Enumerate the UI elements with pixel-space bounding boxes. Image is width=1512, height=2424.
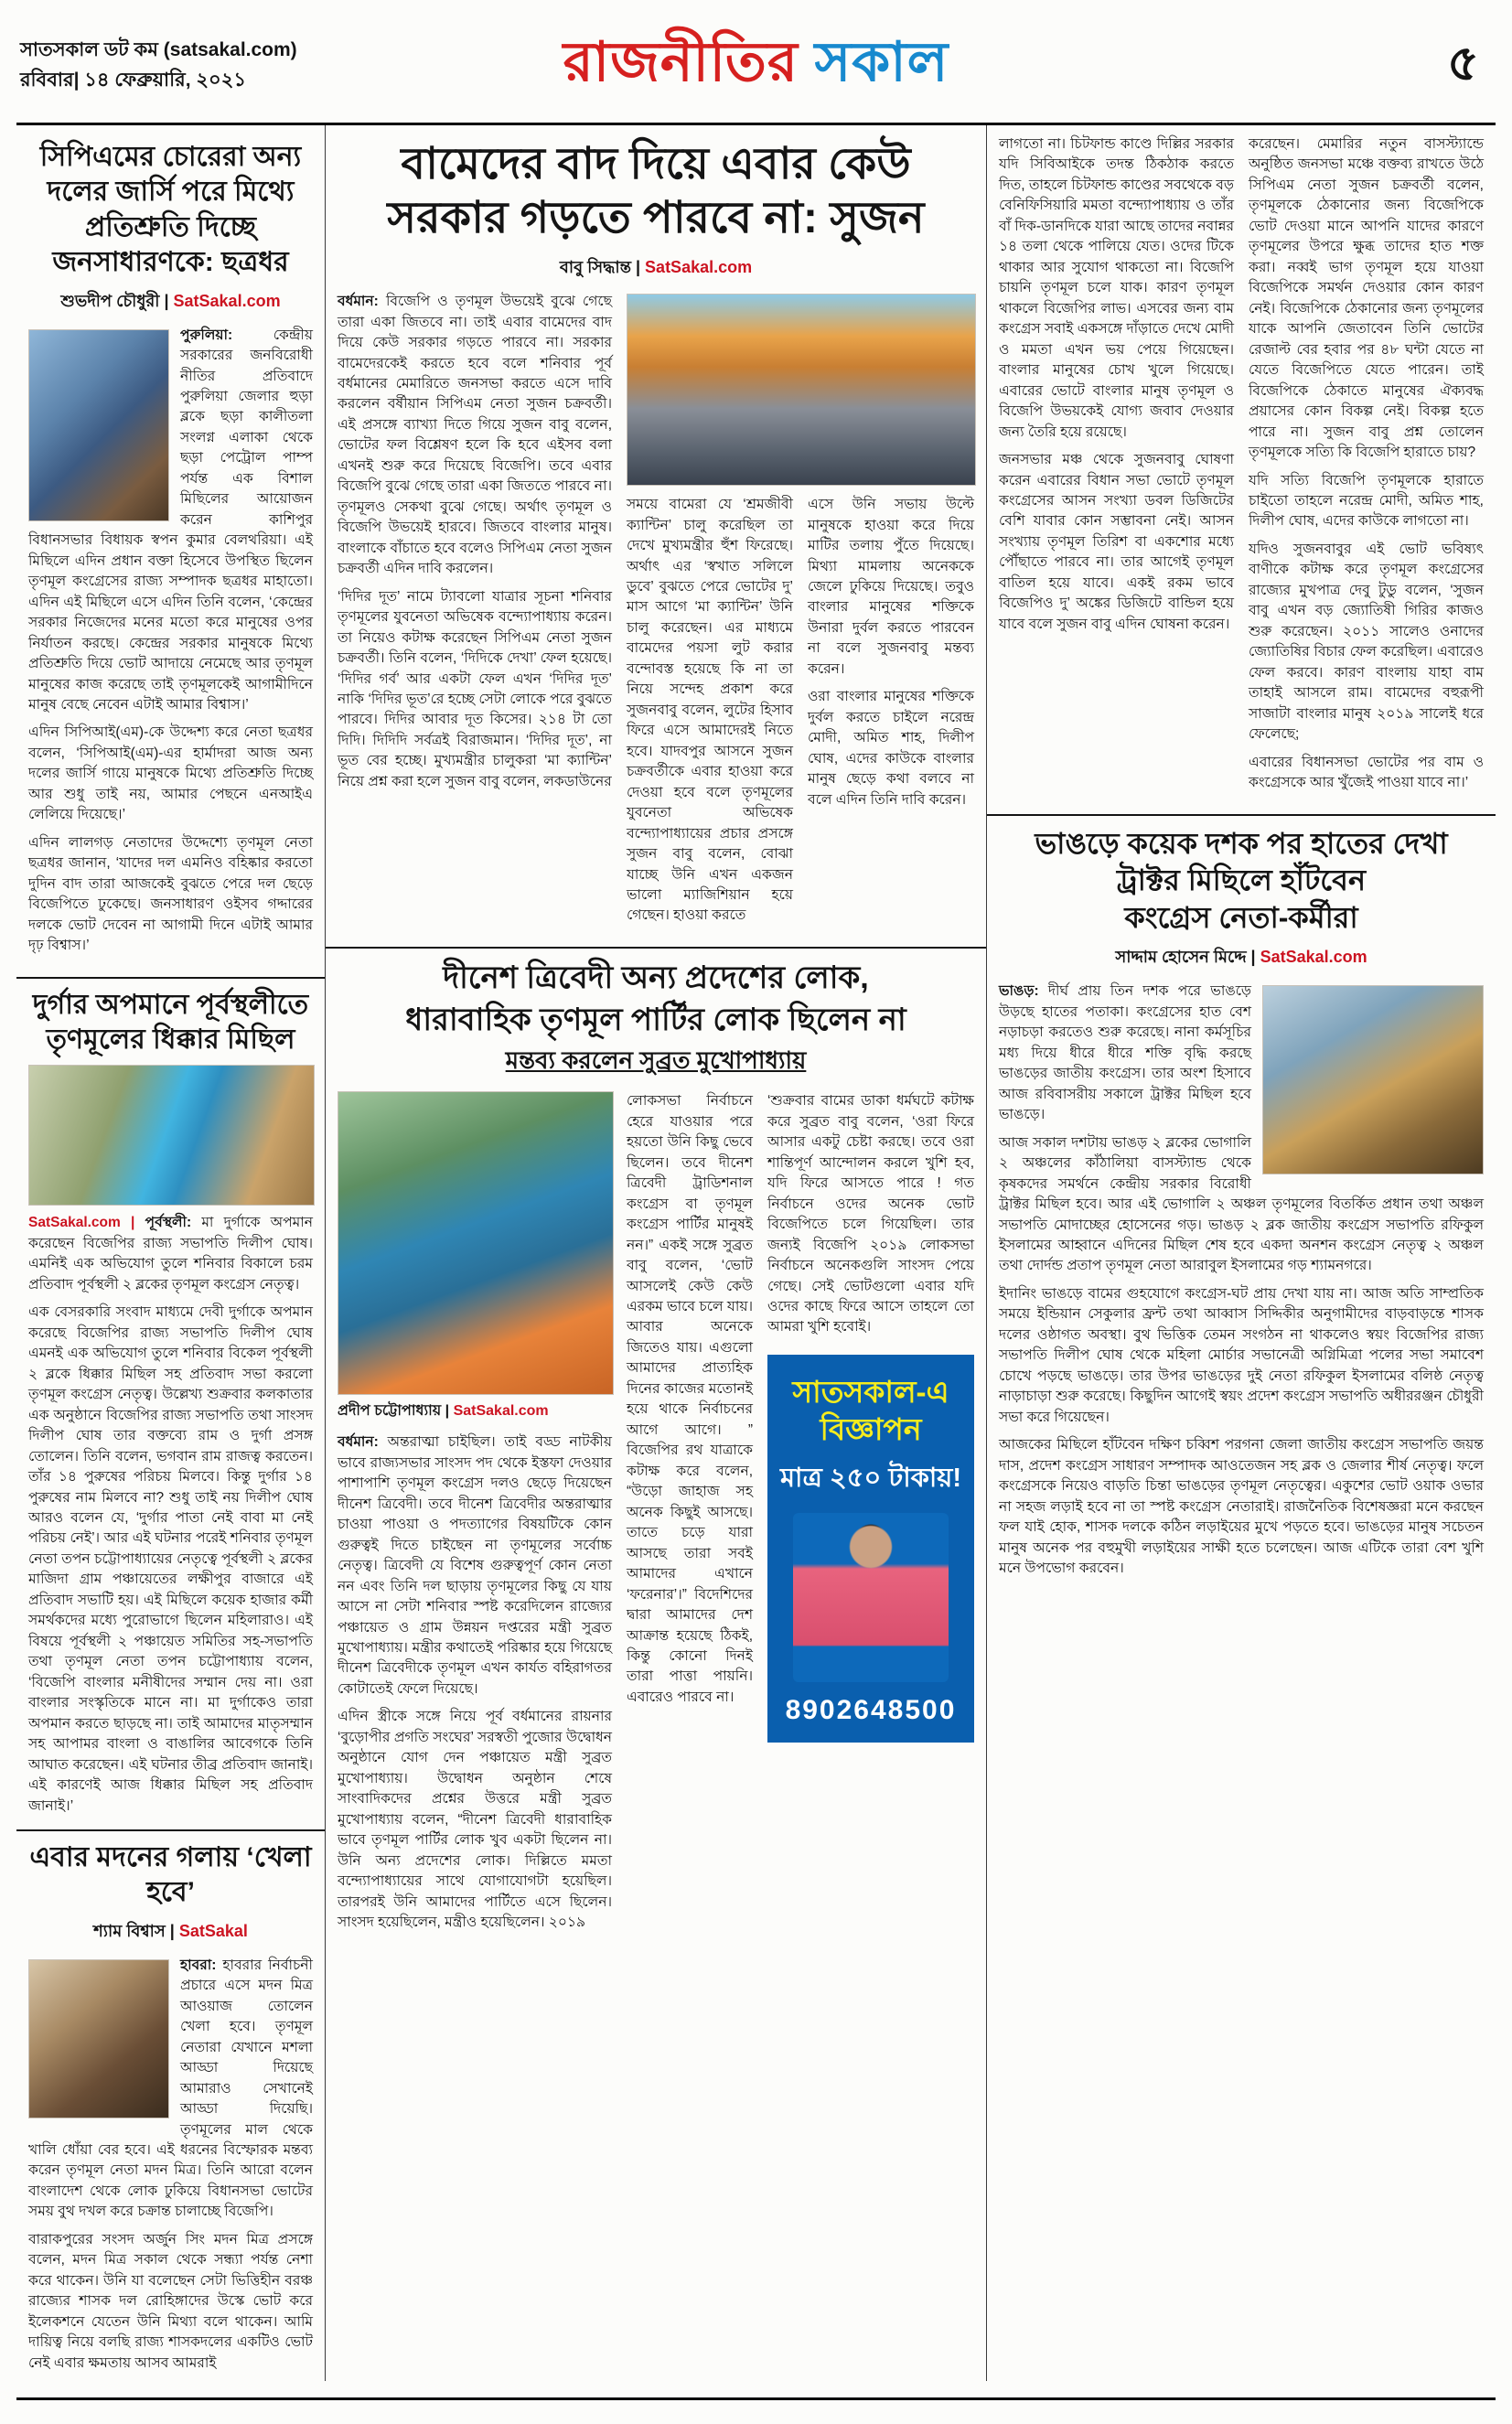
article-cpm-byline: শুভদীপ চৌধুরী | SatSakal.com — [60, 291, 281, 310]
byline-name: শ্যাম বিশ্বাস — [93, 1921, 166, 1940]
paragraph: জনসভার মঞ্চ থেকে সুজনবাবু ঘোষণা করেন এবারের বিধান সভা ভোটে তৃণমূল কংগ্রেসের আসন সংখ্যা ডবল ডিজিটের বেশি যাবার কোন সম্ভাবনা নেই। আসন সংখ্যায় তৃণমূল তিরিশ বা একশোর মধ্যে পৌঁছাতে পারবে না। তার আগেই তৃণমূল বাতিল হয়ে যাবে। একই রকম ভাবে বিজেপিও দু’ অঙ্কের ডিজিটে বান্ডিল হয়ে যাবে বলে সুজন বাবু এদিন ঘোষনা করেন। — [999, 452, 1234, 632]
paper-title-red: রাজনীতির — [563, 31, 799, 92]
article-dinesh-colC-body — [767, 1091, 974, 1346]
article-dinesh-colC — [767, 1091, 974, 1940]
paragraph: ইদানিং ভাঙড়ে বামের গুহযোগে কংগ্রেস-ঘট প্রায় দেখা যায় না। আজ অতি সাম্প্রতিক সময়ে ইন্ডিয়ান সেকুলার ফ্রন্ট তথা আব্বাস সিদ্দিকীর অনুগামীদের বাড়বাড়ন্তে শাসক দলের ওষ্ঠাগত অবস্থা। বুথ ভিত্তিক তেমন সংগঠন না থাকলেও স্বয়ং বিজেপির রাজ্য সভাপতি দিলীপ ঘোষ থেকে মহিলা মোর্চার সভানেত্রী অগ্নিমিত্রা পলের সভা সমাবেশ চোখে পড়ছে ভাঙড়ে। তার উপর ভাঙড়ের দুই নেতা রফিকুল ইসলামের বলিষ্ঠ নেতৃত্ব নাড়াচাড়া শুরু করেছে। কিছুদিন আগেই স্বয়ং প্রদেশ কংগ্রেস সভাপতি অধীররঞ্জন চৌধুরী সভা করে গিয়েছেন। — [999, 1285, 1484, 1425]
lead-text: হাবরার নির্বাচনী প্রচারে এসে মদন মিত্র আওয়াজ তোলেন খেলা হবে। তৃণমূল নেতারা যেখানে মশলা আড্ডা দিয়েছে আমারাও সেখানেই আড্ডা দিয়েছি। তৃণমূলের মাল থেকে খালি ধোঁয়া বের হবে। এই ধরনের বিস্ফোরক মন্তব্য করেন তৃণমূল নেতা মদন মিত্র। তিনি আরো বলেন বাংলাদেশ থেকে লোক ঢুকিয়ে বিধানসভা ভোটের সময় বুথ দখল করে চক্রান্ত চালাচ্ছে বিজেপি। — [28, 1957, 313, 2220]
byline-name: বাবু সিদ্ধান্ত — [559, 258, 631, 277]
byline-source: SatSakal.com — [173, 291, 281, 310]
article-durga-headline: দুর্গার অপমানে পূর্বস্থলীতে তৃণমূলের ধিক্কার মিছিল — [32, 989, 309, 1056]
paragraph: ‘শুক্রবার বামের ডাকা ধর্মঘটে কটাক্ষ করে সুব্রত বাবু বলেন, ‘ওরা ফিরে আসার একটু চেষ্টা করছে। তবে ওরা শান্তিপূর্ণ আন্দোলন করলে খুশি হব, যদি ফিরে আসতে পারে ! গত নির্বাচনে ওদের অনেক ভোট বিজেপিতে চলে গিয়েছিল। তার জন্যই বিজেপি ২০১৯ লোকসভা নির্বাচনে অনেকগুলি সাংসদ পেয়ে গেছে। সেই ভোটগুলো এবার যদি ওদের কাছে ফিরে আসে তাহলে তো আমরা খুশি হবোই। — [767, 1093, 974, 1335]
paragraph: লাগতো না। চিটফান্ড কাণ্ডে দিল্লির সরকার যদি সিবিআইকে তদন্ত ঠিকঠাক করতে দিত, তাহলে চিটফান্ড কাণ্ডের সবথেকে বড় বেনিফিসিয়ারি মমতা বন্দ্যোপাধ্যায় ও তাঁর বাঁ দিক-ডানদিকে যারা আছে তাদের নবান্নর ১৪ তলা থেকে পালিয়ে যেত। ওদের টিকে থাকার আর সুযোগ থাকতো না। বিজেপি চায়নি তৃণমূল চলে যাক। কারণ তৃণমূল থাকলে বিজেপির লাভ। এসবের জন্য বাম কংগ্রেস সবাই একসঙ্গে দাঁড়াতে দেখে মোদী ও মমতা এখন ভয় পেয়ে গিয়েছেন। বাংলার মানুষের চোখ খুলে গিয়েছে। এবারের ভোটে বাংলার মানুষ তৃণমূল ও বিজেপি উভয়কেই যোগ্য জবাব দেওয়ার জন্য তৈরি হয়ে রয়েছে। — [999, 136, 1234, 440]
paragraph: বারাকপুরের সংসদ অর্জুন সিং মদন মিত্র প্রসঙ্গে বলেন, মদন মিত্র সকাল থেকে সন্ধ্যা পর্যন্ত নেশা করে থাকেন। উনি যা বলেছেন সেটা ভিত্তিহীন বরঞ্চ রাজ্যের শাসক দল রোহিঙ্গাদের উস্কে ভোট করে ইলেকশনে যেতেন উনি মিথ্যা বলে থাকেন। আমি দায়িত্ব নিয়ে বলছি রাজ্য শাসকদলের একটিও ভোট নেই এবার ক্ষমতায় আসব আমরাই — [28, 2231, 313, 2371]
article-bhangar-byline: সাদ্দাম হোসেন মিদ্দে | SatSakal.com — [1115, 948, 1367, 967]
caption-name: প্রদীপ চট্টোপাধ্যায় — [338, 1403, 442, 1420]
paragraph: এদিন লালগড় নেতাদের উদ্দেশ্যে তৃণমূল নেতা ছত্রধর জানান, ‘যাদের দল এমনিও বহিষ্কার করতো দুদিন বাদ তারা আজকেই বুঝতে পেরে দল ছেড়ে বিজেপিতে ঢুকেছে। জনসাধারণ ওইসব গদ্দারের দলকে ভোট দেবেন না আগামী দিনে এটাই আমার দৃঢ় বিশ্বাস।’ — [28, 834, 313, 954]
section-rule — [987, 814, 1496, 816]
paragraph: ওরা বাংলার মানুষের শক্তিকে দুর্বল করতে চাইলে নরেন্দ্র মোদী, অমিত শাহ, দিলীপ ঘোষ, এদের কাউকে বাংলার মানুষ ছেড়ে কথা বলবে না বলে এদিন তিনি দাবি করেন। — [808, 689, 974, 808]
article-durga — [28, 988, 313, 1817]
advertisement[interactable] — [767, 1355, 974, 1743]
dateline: বর্ধমান: — [338, 294, 379, 310]
byline-name: সাদ্দাম হোসেন মিদ্দে — [1115, 948, 1247, 967]
masthead-info — [20, 36, 563, 95]
section-rule — [326, 947, 986, 949]
paragraph: আজ সকাল দশটায় ভাঙড় ২ ব্লকের ভোগালি ২ অঞ্চলের কাঁঠালিয়া বাসস্ট্যান্ড থেকে কৃষকদের সমর্থনে কেন্দ্রীয় সরকার বিরোধী ট্রাক্টর মিছিল হবে। আর এই ভোগালি ২ অঞ্চল তৃণমূলের বিতর্কিত প্রধান তথা অঞ্চল সভাপতি মোদাচ্ছের হোসেনের গড়। ভাঙড় ২ ব্লক জাতীয় কংগ্রেস সভাপতি রফিকুল ইসলামের আহ্বানে এদিনের মিছিল শেষ হবে একদা অনশন কংগ্রেস নেতৃত্ব ২ অঞ্চল তথা দোর্দন্ড প্রতাপ তৃণমূল নেতা আরাবুল ইসলামের গড় শ্যামনগরে। — [999, 1134, 1484, 1274]
article-madan-byline: শ্যাম বিশ্বাস | SatSakal — [93, 1921, 248, 1940]
ad-line2: বিজ্ঞাপন — [820, 1412, 922, 1447]
source-label: SatSakal.com | — [28, 1215, 135, 1231]
paragraph: আজকের মিছিলে হাঁটবেন দক্ষিণ চব্বিশ পরগনা জেলা জাতীয় কংগ্রেস সভাপতি জয়ন্ত দাস, প্রদেশ কংগ্রেস সাধারণ সম্পাদক আওতেজন সহ ব্লক ও জেলার শীর্ষ নেতৃত্ব। ফলে কংগ্রেসকে নিয়েও বাড়তি চিন্তা ভাঙড়ের তৃণমূল নেতৃত্বের। একুশের ভোট ওয়াক ওভার না সহজ লড়াই হবে না তা স্পষ্ট কংগ্রেস নেতারাই। রাজনৈতিক বিশেষজ্ঞরা মনে করছেন ফল যাই হোক, শাসক দলকে কঠিন লড়াইয়ের মুখে পড়তে হবে। ভাঙড়ের মানুষ সচেতন মানুষ অনেক পর বহুমুখী লড়াইয়ের সাক্ষী হতে চলেছেন। আজ এটিকে তারা বেশ খুশি মনে উপভোগ করবেন। — [999, 1437, 1484, 1577]
article-bhangar — [999, 825, 1484, 1587]
dateline: পূর্বস্থলী: — [145, 1215, 192, 1231]
article-sujan-col1-body — [338, 587, 612, 793]
article-dinesh — [338, 958, 974, 1941]
article-bhangar-body — [999, 1133, 1484, 1580]
byline-source: SatSakal.com — [1260, 948, 1367, 967]
paragraph: এদিন সিপিআই(এম)-কে উদ্দেশ্য করে নেতা ছত্রধর বলেন, ‘সিপিআই(এম)-এর হার্মাদরা আজ অন্য দলের জার্সি গায়ে মানুষকে মিথ্যে প্রতিশ্রুতি দিচ্ছে আর শুধু তাই নয়, আমার পেছনে এনআইএ লেলিয়ে দিয়েছে।’ — [28, 724, 313, 823]
ad-line1: সাতসকাল-এ — [792, 1374, 949, 1409]
issue-date: রবিবার| ১৪ ফেব্রুয়ারি, ২০২১ — [20, 70, 246, 91]
madan-photo — [28, 1959, 169, 2118]
center-column — [325, 125, 987, 2381]
article-sujan-col2 — [627, 495, 793, 934]
article-cpm-body — [28, 723, 313, 956]
paragraph: যদি সত্যি বিজেপি তৃণমূলকে হারাতে চাইতো তাহলে নরেন্দ্র মোদী, অমিত শাহ, দিলীপ ঘোষ, এদের কাউকে লাগতো না। — [1249, 472, 1484, 530]
article-dinesh-colA-body — [338, 1707, 612, 1933]
article-sujan — [338, 138, 974, 934]
byline-source: SatSakal.com — [645, 258, 753, 277]
article-sujan-byline: বাবু সিদ্ধান্ত | SatSakal.com — [559, 258, 753, 277]
lead-text: মা দুর্গাকে অপমান করেছেন বিজেপির রাজ্য সভাপতি দিলীপ ঘোষ। এমনিই এক অভিযোগ তুলে শনিবার বিকালে চরম প্রতিবাদ পূর্বস্থলী ২ ব্লকের তৃণমূল কংগ্রেস নেতৃত্ব। — [28, 1215, 313, 1292]
right-column — [987, 125, 1496, 2381]
article-sujan-headline: বামেদের বাদ দিয়ে এবার কেউ সরকার গড়তে পারবে না: সুজন — [387, 140, 925, 242]
article-madan — [28, 1840, 313, 2381]
ad-woman-photo — [793, 1513, 949, 1682]
lead-text: বিজেপি ও তৃণমূল উভয়েই বুঝে গেছে তারা একা জিতবে না। তাই এবার বামেদের বাদ দিয়ে কেউ সরকার গড়তে পারবে না। সরকার বামেদেরকেই করতে হবে বলে শনিবার পূর্ব বর্ধমানের মেমারিতে জনসভা করতে এসে দাবি করলেন বর্ষীয়ান সিপিএম নেতা সুজন চক্রবর্তী। এই প্রসঙ্গে ব্যাখ্যা দিতে গিয়ে সুজন বাবু বলেন, ভোটের ফল বিশ্লেষণ হলে কি হবে এইসব বলা এখনই শুরু করে দিয়েছে বিজেপি। তবে এবার বিজেপি বুঝে গেছে তারা একা জিততে পারবে না। তৃণমূলও সেকথা বুঝে গেছে। অর্থাৎ তৃণমূল ও বিজেপি উভয়েই হারবে। জিতবে বাংলার মানুষ। বাংলাকে বাঁচাতে হবে বলেও সিপিএম নেতা সুজন চক্রবর্তী এদিন দাবি করলেন। — [338, 294, 612, 577]
tractor-rally-photo — [1262, 985, 1484, 1174]
article-bhangar-headline-l1: ভাঙড়ে কয়েক দশক পর হাতের দেখা — [1035, 826, 1448, 860]
photo-caption: প্রদীপ চট্টোপাধ্যায় | SatSakal.com — [338, 1403, 549, 1420]
article-bhangar-headline-l3: কংগ্রেস নেতা-কর্মীরা — [1124, 901, 1358, 935]
lead-text: অন্তরাত্মা চাইছিল। তাই বড্ড নাটকীয় ভাবে রাজ্যসভার সাংসদ পদ থেকে ইস্তফা দেওয়ার পাশাপাশি তৃণমূল কংগ্রেস দলও ছেড়ে দিয়েছেন দীনেশ ত্রিবেদী। তবে দীনেশ ত্রিবেদীর অন্তরাত্মার চাওয়া পাওয়া ও পদত্যাগের বিষয়টিকে কোন গুরুত্বই দিতে চাইছেন না তৃণমূলের সর্বোচ্চ নেতৃত্ব। ত্রিবেদী যে বিশেষ গুরুত্বপূর্ণ কোন নেতা নন এবং তিনি দল ছাড়ায় তৃণমূলের কিছু যে যায় আসে না সেটা শনিবার স্পষ্ট করেদিলেন রাজ্যের পঞ্চায়েত ও গ্রাম উন্নয়ন দপ্তরের মন্ত্রী সুব্রত মুখোপাধ্যায়। মন্ত্রীর কথাতেই পরিষ্কার হয়ে গিয়েছে দীনেশ ত্রিবেদীকে তৃণমূল এখন কার্যত বহিরাগতর কোটাতেই ফেলে দিয়েছে। — [338, 1434, 612, 1697]
article-dinesh-headline-l2: ধারাবাহিক তৃণমূল পার্টির লোক ছিলেন না — [405, 1003, 906, 1038]
section-rule — [16, 977, 325, 979]
article-sujan-col1 — [338, 292, 612, 934]
caption-source: SatSakal.com — [453, 1403, 549, 1420]
page-number: ৫ — [1446, 33, 1479, 91]
section-rule — [16, 1829, 325, 1831]
dateline: পুরুলিয়া: — [180, 327, 233, 343]
article-sujan-continuation — [999, 134, 1484, 801]
article-durga-body — [28, 1303, 313, 1817]
trivedi-event-photo — [338, 1091, 614, 1395]
article-dinesh-colA — [338, 1091, 612, 1940]
paragraph: এবারের বিধানসভা ভোটের পর বাম ও কংগ্রেসকে আর খুঁজেই পাওয়া যাবে না।’ — [1249, 754, 1484, 791]
lead-text: দীর্ঘ প্রায় তিন দশক পরে ভাঙড়ে উড়ছে হাতের পতাকা। কংগ্রেসের হাত বেশ নড়াচড়া করতেও শুরু করেছে। নানা কর্মসূচির মধ্য দিয়ে ধীরে ধীরে শক্তি বৃদ্ধি করছে ভাঙড়ের জাতীয় কংগ্রেস। তার অংশ হিসাবে আজ রবিবাসরীয় সকালে ট্রাক্টর মিছিল হবে ভাঙড়ে। — [999, 983, 1251, 1123]
lead-text: কেন্দ্রীয় সরকারের জনবিরোধী নীতির প্রতিবাদে পুরুলিয়া জেলার হুড়া ব্লকে ছড়া কালীতলা সংলগ্ন এলাকা থেকে ছড়া পেট্রোল পাম্প পর্যন্ত এক বিশাল মিছিলের আয়োজন করেন কাশিপুর বিধানসভার বিধায়ক স্বপন কুমার বেলথরিয়া। এই মিছিলে এদিন প্রধান বক্তা হিসেবে উপস্থিত ছিলেন তৃণমূল কংগ্রেসের রাজ্য সম্পাদক ছত্রধর মাহাতো। এদিন এই মিছিলে এসে এদিন তিনি বলেন, ‘কেন্দ্রের সরকার নিজেদের মনের মতো করে মানুষের ওপর নির্যাতন করছে। কেন্দ্রের সরকার মানুষকে মিথ্যে প্রতিশ্রুতি দিয়ে ভোট আদায়ে নেমেছে আর তৃণমূল মানুষের কাজ করেছে তাই তৃণমূলকেই আগামীদিনে মানুষ বেছে নেবেন এটাই আমার বিশ্বাস।’ — [28, 327, 313, 713]
left-column — [16, 125, 325, 2381]
dateline: ভাঙড়: — [999, 983, 1039, 1000]
paper-title-blue: সকাল — [814, 31, 949, 92]
paragraph: যদিও সুজনবাবুর এই ভোট ভবিষ্যৎ বাণীকে কটাক্ষ করে তৃণমূল কংগ্রেসের রাজ্যের মুখপাত্র দেবু টুডু বলেন, ‘সুজন বাবু এখন বড় জ্যোতিষী গিরির কাজও শুরু করেছেন। ২০১১ সালেও ওনাদের জ্যোতিষির বিচার ফেল করেছিল। এবারেও ফেল করবে। কারণ বাংলায় যাহা বাম তাহাই আসলে রাম। বামেদের বহুরূপী সাজাটা বাংলার মানুষ ২০১৯ সালেই ধরে ফেলেছে; — [1249, 541, 1484, 743]
paragraph — [338, 292, 612, 580]
chhatradhar-photo — [28, 329, 169, 521]
article-dinesh-headline-l1: দীনেশ ত্রিবেদী অন্য প্রদেশের লোক, — [443, 960, 869, 995]
article-dinesh-colB — [627, 1091, 753, 1940]
article-dinesh-headline-l3: মন্তব্য করলেন সুব্রত মুখোপাধ্যায় — [505, 1046, 807, 1075]
footer-rule — [16, 2397, 1496, 2400]
article-sujan-cont2 — [1249, 134, 1484, 801]
paragraph: সময়ে বামেরা যে ‘শ্রমজীবী ক্যান্টিন’ চালু করেছিল তা দেখে মুখ্যমন্ত্রীর হুঁশ ফিরেছে। অর্থাৎ এর ‘স্বখাত সলিলে ডুবে’ বুঝতে পেরে ভোটের দু’ মাস আগে ‘মা ক্যান্টিন’ উনি চালু করেছেন। এর মাধ্যমে বামেদের পয়সা লুট করার বন্দোবস্ত হয়েছে কি না তা নিয়ে সন্দেহ প্রকাশ করে সুজনবাবু বলেন, লুটের হিসাব ফিরে এসে আমাদেরই নিতে হবে। যাদবপুর আসনে সুজন চক্রবর্তীকে এবার হাওয়া করে দেওয়া হবে বলে তৃণমূলের যুবনেতা অভিষেক বন্দ্যোপাধ্যায়ের প্রচার প্রসঙ্গে সুজন বাবু বলেন, বোঝা যাচ্ছে উনি এখন একজন ভালো ম্যাজিশিয়ান হয়ে গেছেন। হাওয়া করতে — [627, 497, 793, 924]
page-columns — [16, 125, 1496, 2381]
durga-rally-photo — [28, 1065, 315, 1206]
sujan-rally-photo — [627, 294, 976, 486]
paragraph: ‘দিদির দূত’ নামে ট্যাবলো যাত্রার সূচনা শনিবার তৃণমূলের যুবনেতা অভিষেক বন্দ্যোপাধ্যায় করেন। তা নিয়েও কটাক্ষ করেছেন সিপিএম নেতা সুজন চক্রবর্তী। তিনি বলেন, ‘দিদিকে দেখা’ ফেল হয়েছে। ‘দিদির গর্ব’ আর একটা ফেল এখন ‘দিদির দূত’ নাকি ‘দিদির ভূত’রে হচ্ছে সেটা লোকে পরে বুঝতে পারবে। দিদির আবার দূত কিসের। ২১৪ টা তো দিদি। দিদিদি সর্বত্রই বিরাজমান। ‘দিদির দূত’, না ভূত বের হচ্ছে। মুখ্যমন্ত্রীর চালুকরা ‘মা ক্যান্টিন’ নিয়ে প্রশ্ন করা হলে সুজন বাবু বলেন, লকডাউনের — [338, 588, 612, 789]
article-bhangar-headline-l2: ট্রাক্টর মিছিলে হাঁটবেন — [1116, 863, 1367, 897]
article-sujan-col3 — [808, 495, 974, 934]
paragraph: এক বেসরকারি সংবাদ মাধ্যমে দেবী দুর্গাকে অপমান করেছে বিজেপির রাজ্য সভাপতি দিলীপ ঘোষ এমনই এক অভিযোগ তুলে শনিবার বিকেল পূর্বস্থলী ২ ব্লকে ধিক্কার মিছিল সহ প্রতিবাদ সভা করলো তৃণমূল কংগ্রেস নেতৃত্ব। উল্লেখ্য শুক্রবার কলকাতার এক অনুষ্ঠানে বিজেপির রাজ্য সভাপতি তথা সাংসদ দিলীপ ঘোষ তার বক্তব্যে রাম ও দুর্গা প্রসঙ্গ তোলেন। তিনি বলেন, ভগবান রাম রাজত্ব করতেন। তাঁর ১৪ পুরুষের পরিচয় মিলবে। কিন্তু দুর্গার ১৪ পুরুষের নাম মিলবে না? শুধু তাই নয় দিলীপ ঘোষ আরও বলেন যে, ‘দুর্গার পাতা নেই বাবা মা নেই পরিচয় নেই’। আর এই ঘটনার পরেই শনিবার তৃণমূল নেতা তপন চট্টোপাধ্যায়ের নেতৃত্বে পূর্বস্থলী ২ ব্লকের মাজিদা গ্রাম পঞ্চায়েতের লক্ষীপুর বাজারে এই প্রতিবাদ সভাটি হয়। এই মিছিলে কয়েক হাজার কর্মী সমর্থকদের মধ্যে পুরোভাগে ছিলেন মহিলারাও। এই বিষয়ে পূর্বস্থলী ২ পঞ্চায়েত সমিতির সহ-সভাপতি তথা তৃণমূল নেতা তপন চট্টোপাধ্যায় বলেন, ‘বিজেপি বাংলার মনীষীদের সম্মান দেয় না। ওরা বাংলার সংস্কৃতিকে মানে না। মা দুর্গাকেও তারা অপমান করতে ছাড়ছে না। তাই আমাদের মাতৃসম্মান সহ আপামর বাংলা ও বাঙালির আবেগকে তিনি আঘাত করেছেন। এই ঘটনার তীব্র প্রতিবাদ জানাই। এই কারণেই আজ ধিক্কার মিছিল সহ প্রতিবাদ জানাই।’ — [28, 1304, 313, 1814]
paper-title — [563, 20, 949, 112]
dateline: হাবরা: — [180, 1957, 217, 1973]
site-name: সাতসকাল ডট কম (satsakal.com) — [20, 39, 297, 61]
ad-price: মাত্র ২৫০ টাকায়! — [779, 1464, 962, 1494]
byline-name: শুভদীপ চৌধুরী — [60, 291, 160, 310]
article-cpm — [28, 140, 313, 964]
paragraph: এসে উনি সভায় উল্টে মানুষকে হাওয়া করে দিয়ে মাটির তলায় পুঁতে দিয়েছে। মিথ্যা মামলায় অনেককে জেলে ঢুকিয়ে দিয়েছে। তবুও বাংলার মানুষের শক্তিকে উনারা দুর্বল করতে পারবেন না বলে সুজনবাবু মন্তব্য করেন। — [808, 497, 974, 677]
masthead — [16, 5, 1496, 123]
paragraph — [338, 1432, 612, 1700]
article-cpm-headline: সিপিএমের চোরেরা অন্য দলের জার্সি পরে মিথ্যে প্রতিশ্রুতি দিচ্ছে জনসাধারণকে: ছত্রধর — [39, 142, 302, 278]
paragraph: এদিন স্ত্রীকে সঙ্গে নিয়ে পূর্ব বর্ধমানের রায়নার ‘বুড়োপীর প্রগতি সংঘের’ সরস্বতী পুজোর উদ্বোধন অনুষ্ঠানে যোগ দেন পঞ্চায়েত মন্ত্রী সুব্রত মুখোপাধ্যায়। উদ্বোধন অনুষ্ঠান শেষে সাংবাদিকদের প্রশ্নের উত্তরে মন্ত্রী সুব্রত মুখোপাধ্যায় বলেন, “দীনেশ ত্রিবেদী ধারাবাহিক ভাবে তৃণমূল পার্টির লোক খুব একটা ছিলেন না। উনি অন্য প্রদেশের লোক। দিল্লিতে মমতা বন্দ্যোপাধ্যায়ের সাথে যোগাযোগটা হয়েছিল। তারপরই উনি আমাদের পার্টিতে এসে ছিলেন। সাংসদ হয়েছিলেন, মন্ত্রীও হয়েছিলেন। ২০১৯ — [338, 1709, 612, 1931]
paragraph: লোকসভা নির্বাচনে হেরে যাওয়ার পরে হয়তো উনি কিছু ভেবে ছিলেন। তবে দীনেশ ত্রিবেদী ট্রাডিশনাল কংগ্রেস বা তৃণমূল কংগ্রেস পার্টির মানুষই নন।” একই সঙ্গে সুব্রত বাবু বলেন, ‘ভোট আসলেই কেউ কেউ এরকম ভাবে চলে যায়। আবার অনেকে জিতেও যায়। এগুলো আমাদের প্রাত্যহিক দিনের কাজের মতোনই হয়ে থাকে নির্বাচনের আগে আগে। ” বিজেপির রথ যাত্রাকে কটাক্ষ করে বলেন, “উড়ো জাহাজ সহ অনেক কিছুই আসছে। তাতে চড়ে যারা আসছে তারা সবই আমাদের এখানে ‘ফরেনার’।” বিদেশিদের দ্বারা আমাদের দেশ আক্রান্ত হয়েছে ঠিকই, কিন্তু কোনো দিনই তারা পাত্তা পায়নি। এবারেও পারবে না। — [627, 1093, 753, 1705]
article-madan-headline: এবার মদনের গলায় ‘খেলা হবে’ — [29, 1842, 312, 1908]
ad-phone-number[interactable]: 8902648500 — [785, 1695, 957, 1726]
article-sujan-cont1 — [999, 134, 1234, 801]
paragraph — [28, 1213, 313, 1295]
byline-source: SatSakal — [178, 1921, 248, 1940]
paragraph: করেছেন। মেমারির নতুন বাসস্ট্যান্ডে অনুষ্ঠিত জনসভা মঞ্চে বক্তব্য রাখতে উঠে সিপিএম নেতা সুজন চক্রবর্তী বলেন, তৃণমূলকে ঠেকানোর জন্য বিজেপিকে ভোট দেওয়া মানে আপনি যাদের কারণে তৃণমূলের উপরে ক্ষুব্ধ তাদের হাত শক্ত করা। নব্বই ভাগ তৃণমূল হয়ে যাওয়া বিজেপিকে সমর্থন দেওয়ার কোন কারণ নেই। বিজেপিকে ঠেকানোর জন্য তৃণমূলের যাকে আপনি জেতাবেন তিনি ভোটের রেজাল্ট বের হবার পর ৪৮ ঘন্টা যেতে না যেতে বিজেপিতে যেতে পারেন। তাই বিজেপিকে ঠেকাতে মানুষের ঐক্যবদ্ধ প্রয়াসের কোন বিকল্প নেই। বিকল্প হতে পারে না। সুজন বাবু প্রশ্ন তোলেন তৃণমূলকে সত্যি কি বিজেপি হারাতে চায়? — [1249, 136, 1484, 461]
article-madan-body — [28, 2230, 313, 2374]
dateline: বর্ধমান: — [338, 1434, 379, 1451]
